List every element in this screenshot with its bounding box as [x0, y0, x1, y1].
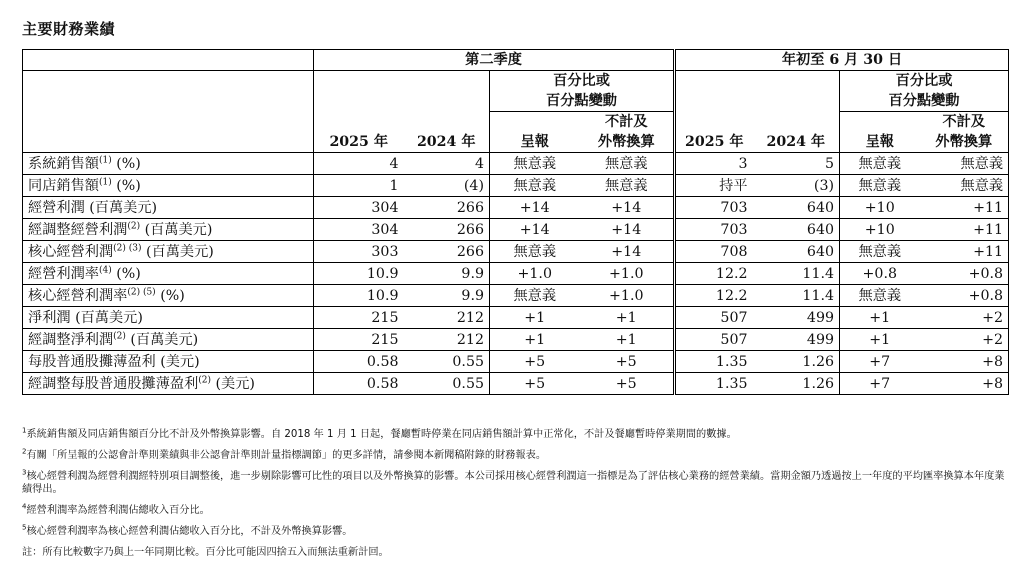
cell-y25: 1.35	[675, 351, 753, 373]
cell-qrep: +14	[490, 197, 580, 219]
row-label	[23, 373, 314, 395]
cell-qrep: 無意義	[490, 241, 580, 263]
row-label	[23, 219, 314, 241]
footnote	[22, 525, 1012, 538]
table-row	[23, 373, 1009, 395]
footnote	[22, 428, 1012, 441]
cell-yrep: 無意義	[840, 175, 920, 197]
cell-qrep: +14	[490, 219, 580, 241]
cell-q25: 10.9	[314, 285, 404, 307]
row-label	[23, 153, 314, 175]
footnote-number: 2	[22, 447, 27, 456]
cell-yex: +2	[920, 329, 1009, 351]
table-row	[23, 351, 1009, 373]
row-label-unit: (百萬美元)	[125, 331, 199, 348]
cell-q24: 266	[404, 219, 490, 241]
cell-q24: 9.9	[404, 263, 490, 285]
cell-q24: 212	[404, 307, 490, 329]
cell-y25: 1.35	[675, 373, 753, 395]
row-label	[23, 175, 314, 197]
header-excl-q2-1: 不計及	[580, 112, 675, 133]
footnote	[22, 504, 1012, 517]
cell-qex: +14	[580, 197, 675, 219]
cell-yrep: 無意義	[840, 153, 920, 175]
cell-y25: 507	[675, 307, 753, 329]
cell-yex: +11	[920, 241, 1009, 263]
cell-y25: 703	[675, 197, 753, 219]
cell-q25: 1	[314, 175, 404, 197]
header-pct-q2-2: 百分點變動	[490, 91, 675, 112]
row-label-unit: (百萬美元)	[141, 243, 214, 260]
header-blank	[23, 50, 314, 71]
page-title: 主要財務業績	[22, 20, 116, 38]
row-label	[23, 329, 314, 351]
cell-yex: 無意義	[920, 175, 1009, 197]
cell-y24: 1.26	[753, 373, 840, 395]
cell-qrep: +5	[490, 351, 580, 373]
footnote-text: 有關「所呈報的公認會計準則業績與非公認會計準則計量指標調節」的更多詳情，請參閱本新聞稿附錄的財務報表。	[26, 450, 547, 461]
cell-y25: 12.2	[675, 285, 753, 307]
cell-qrep: 無意義	[490, 153, 580, 175]
cell-y25: 持平	[675, 175, 753, 197]
cell-q25: 0.58	[314, 351, 404, 373]
cell-y24: (3)	[753, 175, 840, 197]
cell-y24: 11.4	[753, 285, 840, 307]
cell-q25: 215	[314, 307, 404, 329]
cell-q25: 4	[314, 153, 404, 175]
row-label-unit: (%)	[111, 155, 141, 172]
header-excl-ytd-2: 外幣換算	[920, 132, 1009, 153]
row-label-text: 經營利潤率	[28, 265, 99, 282]
cell-yrep: +7	[840, 351, 920, 373]
header-q2-2024: 2024 年	[404, 132, 490, 153]
footnote-text: 系統銷售額及同店銷售額百分比不計及外幣換算影響。自 2018 年 1 月 1 日起，餐廳暫時停業在同店銷售額計算中正常化，不計及餐廳暫時停業期間的數據。	[26, 429, 737, 440]
cell-qex: +5	[580, 373, 675, 395]
cell-qex: +14	[580, 241, 675, 263]
cell-q24: 0.55	[404, 351, 490, 373]
cell-q24: 0.55	[404, 373, 490, 395]
financial-results-table	[22, 49, 1009, 395]
cell-y24: 499	[753, 307, 840, 329]
cell-yex: +11	[920, 219, 1009, 241]
row-label-footnote: (2)	[127, 220, 141, 231]
cell-yex: 無意義	[920, 153, 1009, 175]
cell-qex: +1	[580, 307, 675, 329]
table-row	[23, 329, 1009, 351]
header-ytd-2025: 2025 年	[675, 132, 753, 153]
row-label-text: 經調整經營利潤	[28, 221, 128, 238]
footnote-text: 註：所有比較數字乃與上一年同期比較。百分比可能因四捨五入而無法重新計回。	[22, 547, 389, 558]
cell-qrep: +1.0	[490, 263, 580, 285]
footnote-text: 經營利潤率為經營利潤佔總收入百分比。	[26, 505, 210, 516]
cell-qrep: 無意義	[490, 175, 580, 197]
cell-yrep: +10	[840, 219, 920, 241]
footnote-number: 3	[22, 468, 27, 477]
row-label-unit: (百萬美元)	[140, 221, 213, 238]
cell-qex: 無意義	[580, 153, 675, 175]
cell-qex: 無意義	[580, 175, 675, 197]
cell-yex: +8	[920, 373, 1009, 395]
row-label-text: 經調整淨利潤	[28, 331, 114, 348]
cell-yrep: +7	[840, 373, 920, 395]
cell-qrep: +1	[490, 329, 580, 351]
footnote	[22, 449, 1012, 462]
row-label-footnote: (2)	[113, 330, 126, 341]
cell-y25: 703	[675, 219, 753, 241]
row-label-footnote: (1)	[98, 176, 112, 187]
cell-q25: 10.9	[314, 263, 404, 285]
cell-yrep: 無意義	[840, 285, 920, 307]
header-pct-ytd-2: 百分點變動	[840, 91, 1009, 112]
row-label	[23, 241, 314, 263]
cell-y24: 640	[753, 219, 840, 241]
row-label-text: 經營利潤 (百萬美元)	[28, 199, 158, 216]
cell-y24: 640	[753, 197, 840, 219]
footnotes	[22, 428, 1012, 567]
cell-yrep: +1	[840, 329, 920, 351]
row-label-unit: (%)	[155, 287, 185, 304]
footnote-text: 核心經營利潤率為核心經營利潤佔總收入百分比，不計及外幣換算影響。	[26, 526, 353, 537]
table-row	[23, 153, 1009, 175]
row-label-text: 核心經營利潤	[28, 243, 114, 260]
cell-qex: +1.0	[580, 263, 675, 285]
row-label-text: 核心經營利潤率	[28, 287, 128, 304]
cell-yex: +0.8	[920, 285, 1009, 307]
footnote-number: 1	[22, 426, 27, 435]
cell-yex: +2	[920, 307, 1009, 329]
cell-q24: 266	[404, 241, 490, 263]
cell-y25: 708	[675, 241, 753, 263]
header-ytd-2024: 2024 年	[753, 132, 840, 153]
table-row	[23, 263, 1009, 285]
cell-y25: 12.2	[675, 263, 753, 285]
cell-qex: +1	[580, 329, 675, 351]
cell-q24: 266	[404, 197, 490, 219]
cell-q25: 0.58	[314, 373, 404, 395]
cell-yex: +11	[920, 197, 1009, 219]
row-label-unit: (%)	[111, 265, 141, 282]
row-label	[23, 351, 314, 373]
cell-qex: +1.0	[580, 285, 675, 307]
footnote	[22, 470, 1012, 496]
table-row	[23, 285, 1009, 307]
row-label-footnote: (2)	[198, 374, 212, 385]
cell-y25: 3	[675, 153, 753, 175]
cell-q25: 304	[314, 197, 404, 219]
row-label	[23, 197, 314, 219]
row-label	[23, 307, 314, 329]
footnote-number: 4	[22, 502, 27, 511]
cell-q25: 303	[314, 241, 404, 263]
cell-y24: 11.4	[753, 263, 840, 285]
row-label-footnote: (2) (5)	[127, 286, 156, 297]
cell-yrep: +1	[840, 307, 920, 329]
cell-yrep: +10	[840, 197, 920, 219]
cell-y25: 507	[675, 329, 753, 351]
cell-qrep: +5	[490, 373, 580, 395]
row-label-footnote: (1)	[98, 154, 112, 165]
cell-y24: 499	[753, 329, 840, 351]
header-q2-2025: 2025 年	[314, 132, 404, 153]
cell-q24: 4	[404, 153, 490, 175]
header-pct-ytd-1: 百分比或	[840, 71, 1009, 92]
cell-q24: 212	[404, 329, 490, 351]
cell-qex: +5	[580, 351, 675, 373]
row-label-unit: (%)	[111, 177, 141, 194]
table-row	[23, 175, 1009, 197]
cell-q25: 304	[314, 219, 404, 241]
row-label-footnote: (2) (3)	[113, 242, 142, 253]
header-excl-q2-2: 外幣換算	[580, 132, 675, 153]
row-label-text: 系統銷售額	[28, 155, 99, 172]
cell-yrep: 無意義	[840, 241, 920, 263]
cell-qex: +14	[580, 219, 675, 241]
row-label-text: 同店銷售額	[28, 177, 99, 194]
row-label-text: 每股普通股攤薄盈利 (美元)	[28, 353, 200, 370]
row-label-footnote: (4)	[98, 264, 112, 275]
cell-yrep: +0.8	[840, 263, 920, 285]
row-label-text: 經調整每股普通股攤薄盈利	[28, 375, 199, 392]
table-row	[23, 219, 1009, 241]
cell-q24: (4)	[404, 175, 490, 197]
footnote	[22, 546, 1012, 559]
header-excl-ytd-1: 不計及	[920, 112, 1009, 133]
header-ytd-reported: 呈報	[840, 132, 920, 153]
cell-yex: +8	[920, 351, 1009, 373]
row-label	[23, 263, 314, 285]
header-q2-reported: 呈報	[490, 132, 580, 153]
cell-y24: 5	[753, 153, 840, 175]
row-label-text: 淨利潤 (百萬美元)	[28, 309, 143, 326]
table-row	[23, 197, 1009, 219]
cell-qrep: +1	[490, 307, 580, 329]
header-q2: 第二季度	[314, 50, 675, 71]
cell-q24: 9.9	[404, 285, 490, 307]
cell-y24: 1.26	[753, 351, 840, 373]
header-pct-q2-1: 百分比或	[490, 71, 675, 92]
footnote-text: 核心經營利潤為經營利潤經特別項目調整後，進一步剔除影響可比性的項目以及外幣換算的影響。本公司採用核心經營利潤這一指標是為了評估核心業務的經營業績。當期金額乃透過按上一年度的平均匯率換算本年度業績得出。	[22, 471, 1005, 495]
table-row	[23, 241, 1009, 263]
footnote-number: 5	[22, 523, 27, 532]
cell-yex: +0.8	[920, 263, 1009, 285]
cell-qrep: 無意義	[490, 285, 580, 307]
table-row	[23, 307, 1009, 329]
header-ytd: 年初至 6 月 30 日	[675, 50, 1009, 71]
row-label-unit: (美元)	[211, 375, 255, 392]
row-label	[23, 285, 314, 307]
cell-q25: 215	[314, 329, 404, 351]
cell-y24: 640	[753, 241, 840, 263]
